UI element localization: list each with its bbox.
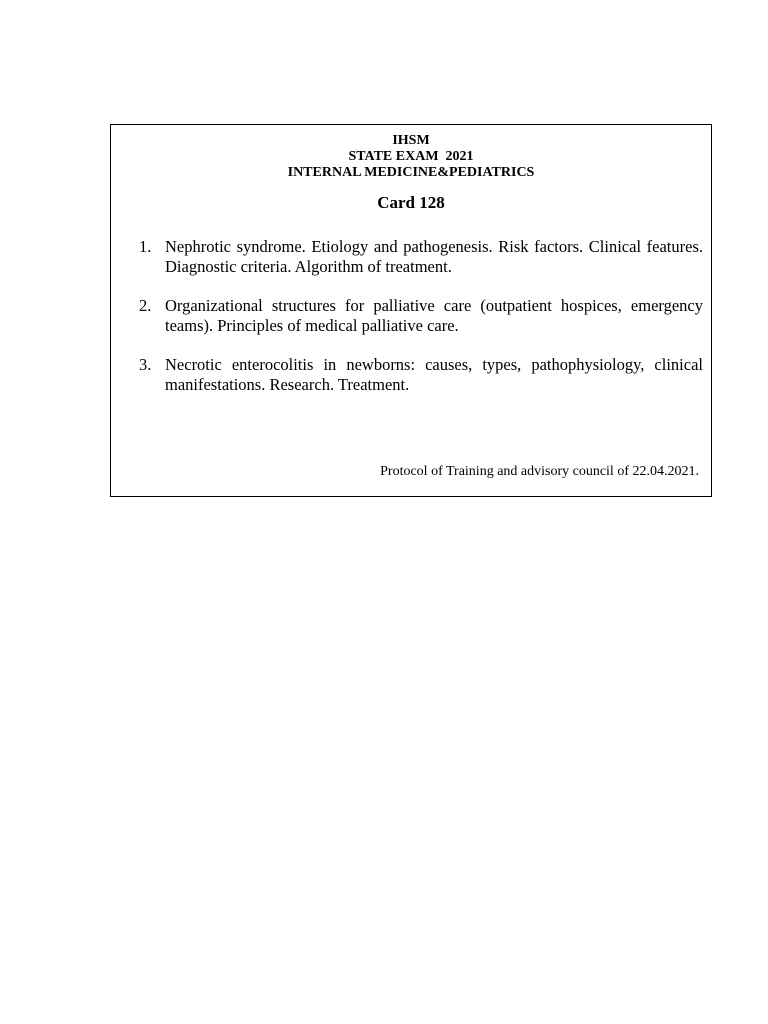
question-text: Necrotic enterocolitis in newborns: causes, types, pathophysiology, clinical manifestations. Research. Treatment.	[165, 355, 703, 394]
card-number-title: Card 128	[377, 193, 445, 212]
question-text: Nephrotic syndrome. Etiology and pathogenesis. Risk factors. Clinical features. Diagnostic criteria. Algorithm of treatment.	[165, 237, 703, 276]
question-number: 3.	[139, 355, 152, 374]
question-item	[139, 237, 703, 277]
protocol-note: Protocol of Training and advisory council of 22.04.2021.	[380, 464, 699, 479]
question-text: Organizational structures for palliative care (outpatient hospices, emergency teams). Principles of medical palliative care.	[165, 296, 703, 335]
subject-title: INTERNAL MEDICINE&PEDIATRICS	[287, 165, 535, 180]
question-number: 1.	[139, 237, 152, 256]
exam-title: STATE EXAM 2021	[348, 149, 474, 164]
card-header	[111, 133, 711, 181]
institution-name: IHSM	[392, 133, 430, 148]
question-list	[139, 237, 703, 414]
exam-card	[110, 124, 712, 497]
question-item	[139, 296, 703, 336]
question-item	[139, 355, 703, 395]
question-number: 2.	[139, 296, 152, 315]
